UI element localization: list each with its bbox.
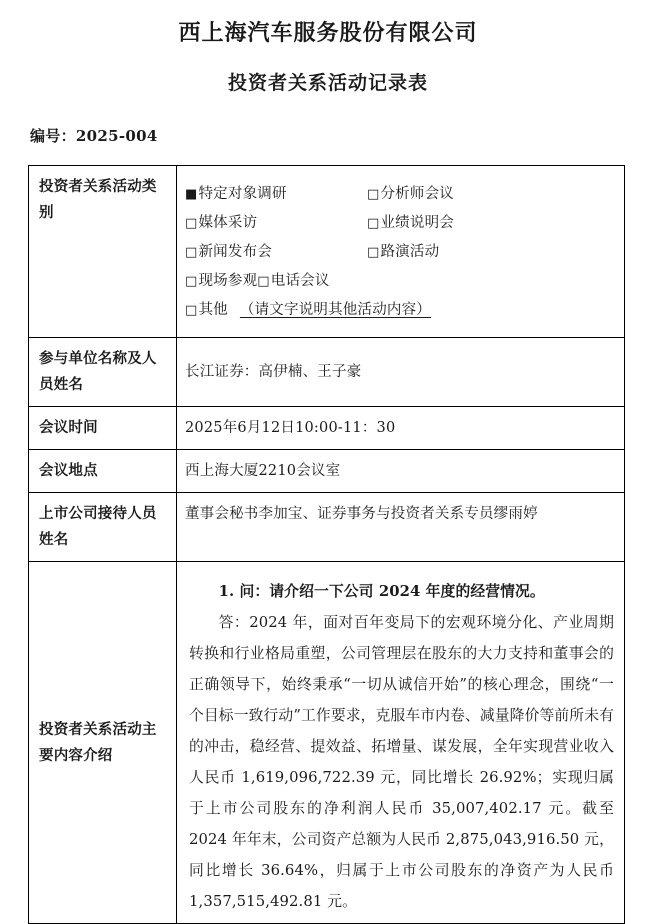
checkbox-label: 其他 bbox=[198, 302, 228, 318]
checkbox-option-media-interview[interactable] bbox=[185, 209, 367, 238]
checkbox-option-specific-research[interactable] bbox=[185, 180, 367, 209]
checkbox-option-press-conference[interactable] bbox=[185, 238, 367, 267]
spacer bbox=[228, 296, 240, 325]
table-row-meeting-place bbox=[29, 450, 625, 493]
checkbox-row bbox=[185, 209, 616, 238]
checkbox-option-results-briefing[interactable] bbox=[367, 209, 616, 238]
label-main-content: 投资者关系活动主要内容介绍 bbox=[29, 562, 177, 924]
checkbox-icon: ■ bbox=[185, 187, 198, 202]
label-participants: 参与单位名称及人员姓名 bbox=[29, 338, 177, 407]
checkbox-option-analyst-meeting[interactable] bbox=[367, 180, 616, 209]
label-meeting-place: 会议地点 bbox=[29, 450, 177, 493]
activity-type-checkbox-grid bbox=[185, 174, 616, 329]
checkbox-row bbox=[185, 238, 616, 267]
checkbox-row bbox=[185, 267, 616, 296]
checkbox-row bbox=[185, 180, 616, 209]
checkbox-label: 电话会议 bbox=[270, 273, 330, 289]
value-receptionists: 董事会秘书李加宝、证券事务与投资者关系专员缪雨婷 bbox=[177, 493, 625, 562]
value-main-content bbox=[177, 562, 625, 924]
checkbox-option-other[interactable] bbox=[185, 296, 228, 325]
table-row-activity-type bbox=[29, 166, 625, 338]
table-row-receptionists bbox=[29, 493, 625, 562]
checkbox-icon: □ bbox=[367, 187, 380, 202]
value-meeting-place: 西上海大厦2210会议室 bbox=[177, 450, 625, 493]
label-activity-type: 投资者关系活动类别 bbox=[29, 166, 177, 338]
qa-answer: 答：2024 年，面对百年变局下的宏观环境分化、产业周期转换和行业格局重塑，公司管理层在股东的大力支持和董事会的正确领导下，始终秉承“一切从诚信开始”的核心理念，围绕“一个目标一致行动”工作要求，克服车市内卷、减量降价等前所未有的冲击，稳经营、提效益、拓增量、谋发展，全年实现营业收入人民币 1,619,096,722.39 元，同比增长 26.92%；实现归属于上市公司股东的净利润人民币 35,007,402.17 元。截至 2024 年年末，公司资产总额为人民币 2,875,043,916.50 元，同比增长 36.64%，归属于上市公司股东的净资产为人民币 1,357,515,492.81 元。 bbox=[189, 614, 614, 910]
title-block bbox=[0, 0, 656, 97]
value-meeting-time: 2025年6月12日10:00-11：30 bbox=[177, 407, 625, 450]
checkbox-icon: □ bbox=[185, 303, 198, 318]
form-title: 投资者关系活动记录表 bbox=[227, 72, 428, 94]
value-activity-type bbox=[177, 166, 625, 338]
checkbox-option-roadshow[interactable] bbox=[367, 238, 616, 267]
checkbox-option-site-visit[interactable] bbox=[185, 267, 257, 296]
document-number: 编号：2025-004 bbox=[30, 127, 158, 145]
value-participants: 长江证券：高伊楠、王子豪 bbox=[177, 338, 625, 407]
investor-relations-form-table bbox=[28, 165, 625, 924]
checkbox-label: 业绩说明会 bbox=[380, 215, 454, 231]
company-title: 西上海汽车服务股份有限公司 bbox=[178, 20, 478, 46]
checkbox-label: 分析师会议 bbox=[380, 186, 454, 202]
checkbox-icon: □ bbox=[367, 245, 380, 260]
checkbox-label: 特定对象调研 bbox=[198, 186, 287, 202]
checkbox-option-conference-call[interactable] bbox=[257, 267, 329, 296]
label-meeting-time: 会议时间 bbox=[29, 407, 177, 450]
checkbox-icon: □ bbox=[185, 245, 198, 260]
checkbox-icon: □ bbox=[185, 274, 198, 289]
checkbox-icon: □ bbox=[257, 274, 270, 289]
checkbox-row bbox=[185, 296, 616, 325]
checkbox-label: 媒体采访 bbox=[198, 215, 258, 231]
other-activity-note[interactable]: （请文字说明其他活动内容） bbox=[239, 302, 431, 318]
checkbox-label: 新闻发布会 bbox=[198, 244, 272, 260]
checkbox-label: 路演活动 bbox=[380, 244, 440, 260]
label-receptionists: 上市公司接待人员姓名 bbox=[29, 493, 177, 562]
table-row-meeting-time bbox=[29, 407, 625, 450]
checkbox-icon: □ bbox=[367, 216, 380, 231]
qa-question: 1. 问：请介绍一下公司 2024 年度的经营情况。 bbox=[218, 583, 545, 600]
checkbox-label: 现场参观 bbox=[198, 273, 258, 289]
checkbox-icon: □ bbox=[185, 216, 198, 231]
table-row-main-content bbox=[29, 562, 625, 924]
table-row-participants bbox=[29, 338, 625, 407]
